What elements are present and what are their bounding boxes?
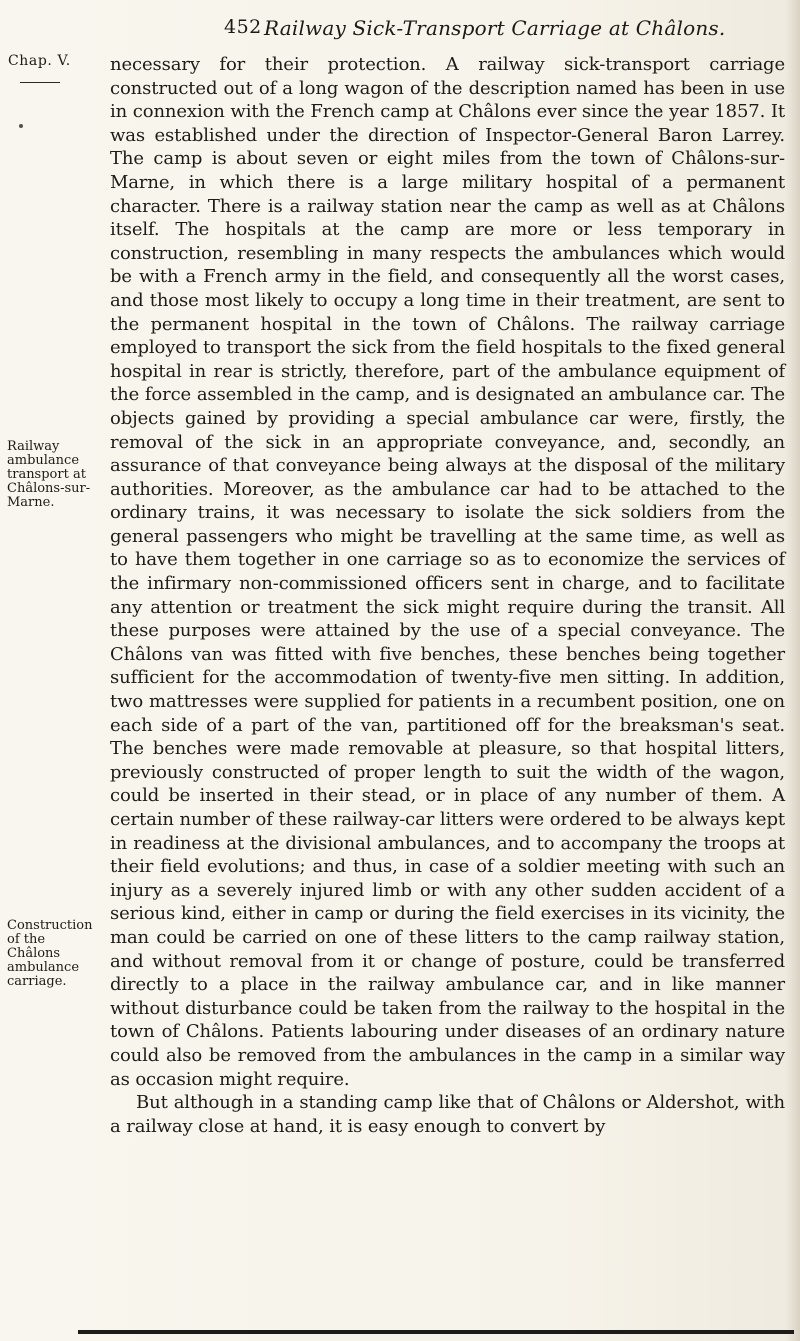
body-text — [110, 53, 785, 1138]
chapter-label: Chap. V. — [8, 53, 71, 69]
margin-bullet — [19, 124, 23, 128]
chapter-rule — [20, 82, 60, 83]
page-edge-shadow — [786, 0, 800, 1341]
page-number: 452 — [224, 16, 262, 38]
paragraph: But although in a standing camp like that of Châlons or Aldershot, with a railway close at hand, it is easy enough to convert by — [110, 1092, 785, 1137]
running-title: Railway Sick-Transport Carriage at Châlons. — [264, 16, 726, 40]
paragraph: necessary for their protection. A railway sick-transport carriage constructed out of a long wagon of the description named has been in use in connexion with the French camp at Châlons ever since the year 1857. It was established under the direction of Inspector-General Baron Larrey. The camp is about seven or eight miles from the town of Châlons-sur-Marne, in which there is a large military hospital of a permanent character. There is a railway station near the camp as well as at Châlons itself. The hospitals at the camp are more or less temporary in construction, resembling in many respects the ambulances which would be with a French army in the field, and consequently all the worst cases, and those most likely to occupy a long time in their treatment, are sent to the permanent hospital in the town of Châlons. The railway carriage employed to transport the sick from the field hospitals to the fixed general hospital in rear is strictly, therefore, part of the ambulance equipment of the force assembled in the camp, and is designated an ambulance car. The objects gained by providing a special ambulance car were, firstly, the removal of the sick in an appropriate conveyance, and, secondly, an assurance of that conveyance being always at the disposal of the military authorities. Moreover, as the ambulance car had to be attached to the ordinary trains, it was necessary to isolate the sick soldiers from the general passengers who might be travelling at the same time, as well as to have them together in one carriage so as to economize the services of the infirmary non-commissioned officers sent in charge, and to facilitate any attention or treatment the sick might require during the transit. All these purposes were attained by the use of a special conveyance. The Châlons van was fitted with five benches, these benches being together sufficient for the accommodation of twenty-five men sitting. In addition, two mattresses were supplied for patients in a recumbent position, one on each side of a part of the van, partitioned off for the breaksman's seat. The benches were made removable at pleasure, so that hospital litters, previously constructed of proper length to suit the width of the wagon, could be inserted in their stead, or in place of any number of them. A certain number of these railway-car litters were ordered to be always kept in readiness at the divisional ambulances, and to accompany the troops at their field evolutions; and thus, in case of a soldier meeting with such an injury as a severely injured limb or with any other sudden accident of a serious kind, either in camp or during the field exercises in its vicinity, the man could be carried on one of these litters to the camp railway station, and without removal from it or change of posture, could be transferred directly to a place in the railway ambulance car, and in like manner without disturbance could be taken from the railway to the hospital in the town of Châlons. Patients labouring under diseases of an ordinary nature could also be removed from the ambulances in the camp in a similar way as occasion might require. — [110, 54, 785, 1090]
sidenote-construction: Construction of the Châlons ambulance carriage. — [7, 918, 93, 989]
bottom-rule — [78, 1330, 794, 1334]
page-header — [0, 16, 800, 40]
sidenote-railway-ambulance: Railway ambulance transport at Châlons-sur-Marne. — [7, 439, 91, 510]
